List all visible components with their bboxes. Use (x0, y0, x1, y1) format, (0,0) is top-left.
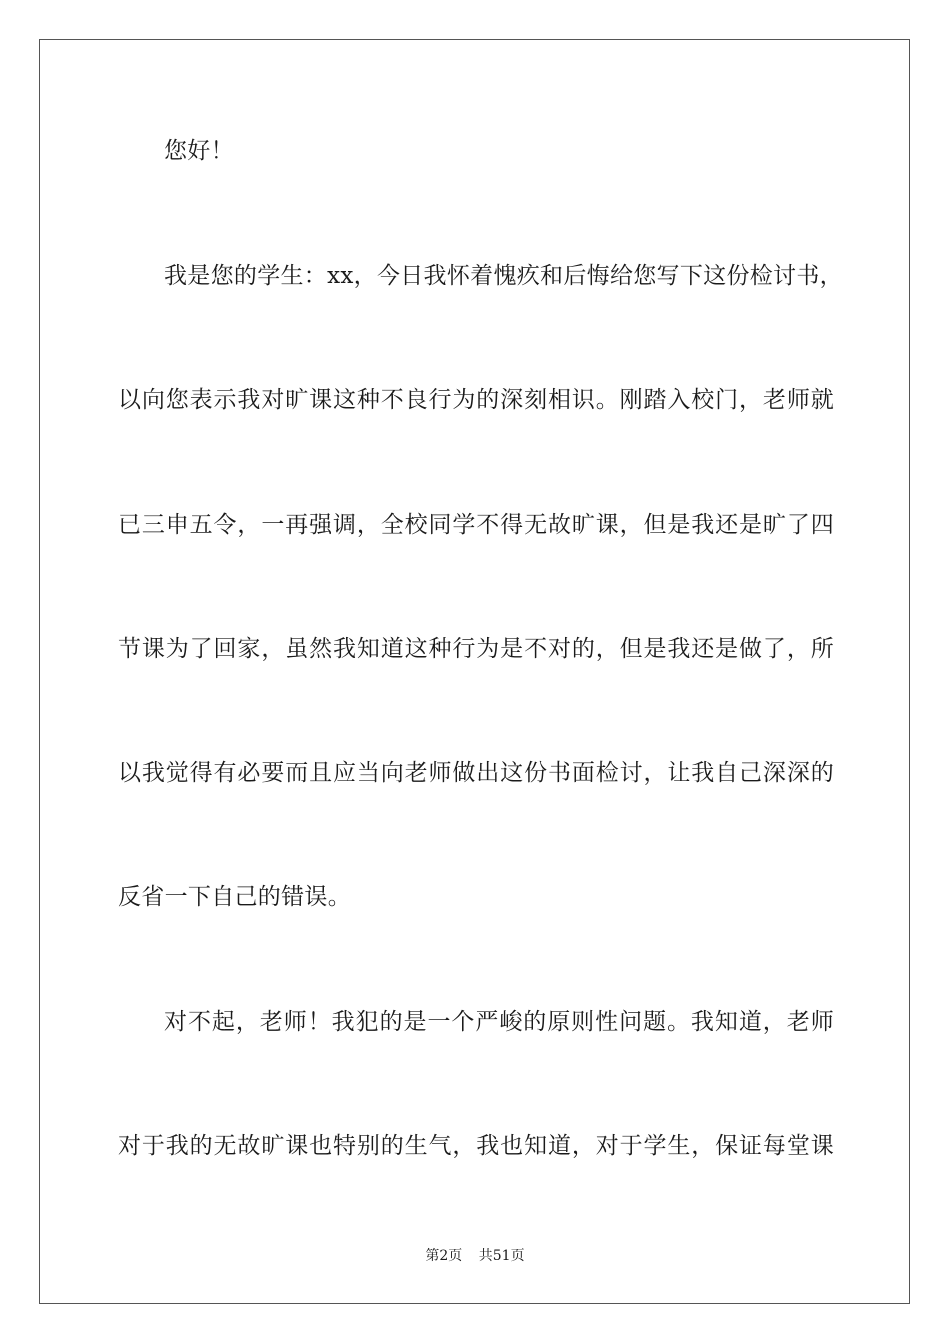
paragraph-1-line-1: 我是您的学生：xx，今日我怀着愧疚和后悔给您写下这份检讨书， (164, 263, 843, 289)
greeting: 您好！ (164, 138, 234, 164)
paragraph-1-line-2: 以向您表示我对旷课这种不良行为的深刻相识。刚踏入校门，老师就 (118, 387, 834, 413)
paragraph-1-line-4: 节课为了回家，虽然我知道这种行为是不对的，但是我还是做了，所 (118, 636, 834, 662)
paragraph-1-line-6: 反省一下自己的错误。 (118, 884, 351, 910)
paragraph-2-line-2: 对于我的无故旷课也特别的生气，我也知道，对于学生，保证每堂课 (118, 1133, 834, 1159)
paragraph-2-line-1: 对不起，老师！我犯的是一个严峻的原则性问题。我知道，老师 (164, 1009, 834, 1035)
page-total: 共51页 (478, 1248, 525, 1264)
paragraph-1-line-5: 以我觉得有必要而且应当向老师做出这份书面检讨，让我自己深深的 (118, 760, 834, 786)
page-border (39, 39, 910, 1304)
paragraph-1-line-3: 已三申五令，一再强调，全校同学不得无故旷课，但是我还是旷了四 (118, 512, 834, 538)
page-footer (0, 1247, 950, 1265)
page-number: 第2页 (425, 1248, 463, 1264)
